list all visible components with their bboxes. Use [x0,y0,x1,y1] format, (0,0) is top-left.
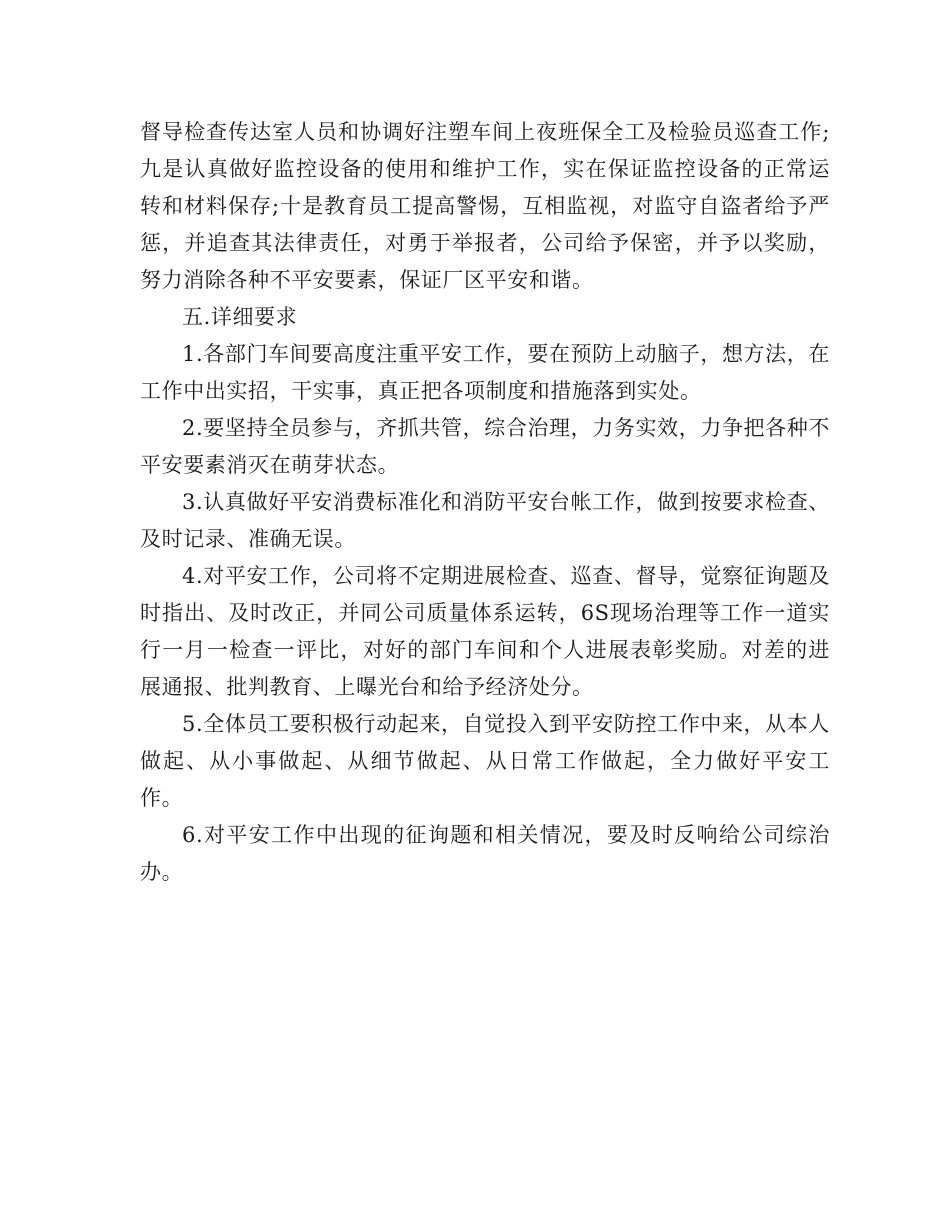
requirement-item-6: 6.对平安工作中出现的征询题和相关情况，要及时反响给公司综治办。 [140,823,830,884]
requirement-item-5: 5.全体员工要积极行动起来，自觉投入到平安防控工作中来，从本人做起、从小事做起、从细节做起、从日常工作做起，全力做好平安工作。 [140,712,830,810]
requirement-item-3: 3.认真做好平安消费标准化和消防平安台帐工作，做到按要求检查、及时记录、准确无误。 [140,490,830,551]
requirement-item-4: 4.对平安工作，公司将不定期进展检查、巡查、督导，觉察征询题及时指出、及时改正，并同公司质量体系运转，6S现场治理等工作一道实行一月一检查一评比，对好的部门车间和个人进展表彰奖励。对差的进展通报、批判教育、上曝光台和给予经济处分。 [140,564,830,699]
requirement-item-1: 1.各部门车间要高度注重平安工作，要在预防上动脑子，想方法，在工作中出实招，干实事，真正把各项制度和措施落到实处。 [140,342,830,403]
section-heading: 五.详细要求 [182,305,298,329]
requirement-item-2: 2.要坚持全员参与，齐抓共管，综合治理，力务实效，力争把各种不平安要素消灭在萌芽状态。 [140,416,830,477]
paragraph-continuation: 督导检查传达室人员和协调好注塑车间上夜班保全工及检验员巡查工作;九是认真做好监控设备的使用和维护工作，实在保证监控设备的正常运转和材料保存;十是教育员工提高警惕，互相监视，对监守自盗者给予严惩，并追查其法律责任，对勇于举报者，公司给予保密，并予以奖励，努力消除各种不平安要素，保证厂区平安和谐。 [140,120,830,292]
document-body [140,114,830,891]
